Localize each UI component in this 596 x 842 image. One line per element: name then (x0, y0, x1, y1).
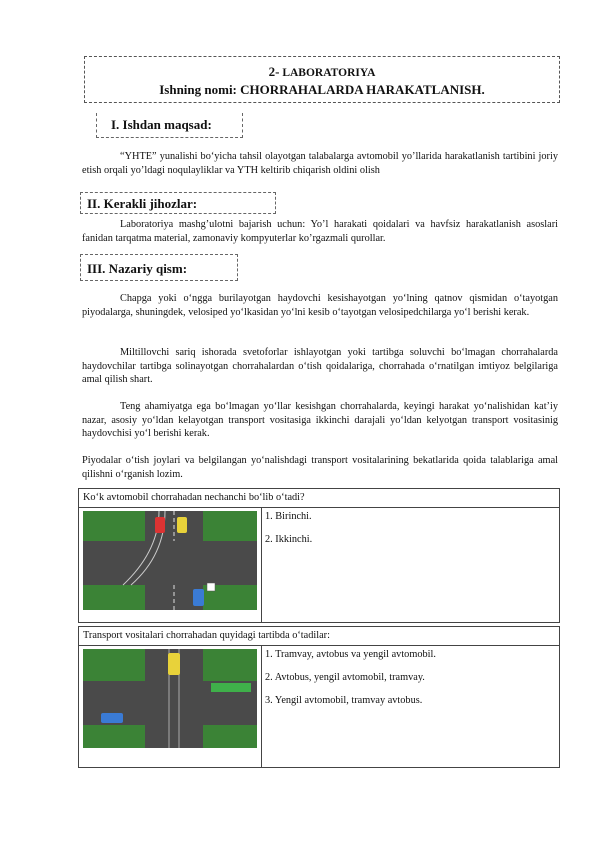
question-text: Transport vositalari chorrahadan quyidagi tartibda o‘tadilar: (79, 627, 560, 646)
blue-car-icon (193, 589, 204, 606)
blue-car-icon (101, 713, 123, 723)
answer-option[interactable]: 2. Ikkinchi. (265, 534, 313, 545)
question-table-1 (78, 488, 560, 623)
intersection-illustration-1 (83, 511, 257, 610)
theory-paragraph: Chapga yoki o‘ngga burilayotgan haydovchi kesishayotgan yo‘lning qatnov qismidan o‘tayotgan piyodalarga, shuningdek, velosiped yo‘lkasidan yo‘lni kesib o‘tayotgan velosipedchilarga yo‘l berishi kerak. (82, 293, 558, 318)
answer-option[interactable]: 1. Tramvay, avtobus va yengil avtomobil. (265, 649, 436, 660)
lab-title-box (84, 56, 560, 103)
answer-options (262, 646, 560, 768)
intersection-illustration-2 (83, 649, 257, 748)
section-heading-purpose: I. Ishdan maqsad: (96, 113, 243, 138)
road-sign-icon (207, 583, 215, 591)
equipment-text: Laboratoriya mashg’ulotni bajarish uchun: Yo’l harakati qoidalari va havfsiz harakatlanish asoslari fanidan tarqatma material, zamonaviy kompyuterlar ko’rgazmali qurollar. (82, 219, 558, 244)
section-heading-equipment: II. Kerakli jihozlar: (80, 192, 276, 214)
yellow-car-icon (177, 517, 187, 533)
red-car-icon (155, 517, 165, 533)
purpose-text: “YHTE” yunalishi bo‘yicha tahsil olayotgan talabalarga avtomobil yo’llarida harakatlanish tartibini joriy etish orqali yo’ldagi noqulayliklar va YTH keltirib chiqarish oldini olish (82, 151, 558, 176)
theory-paragraph: Miltillovchi sariq ishorada svetoforlar ishlayotgan yoki tartibga soluvchi bo‘lmagan chorrahalarda haydovchilar tartibga solinayotgan chorrahalardan o‘tish qoidalariga, chorrahada o‘rnatilgan imtiyoz belgilariga amal qilish shart. (82, 347, 558, 386)
question-image-cell (79, 646, 262, 768)
answer-options (262, 508, 560, 623)
answer-option[interactable]: 2. Avtobus, yengil avtomobil, tramvay. (265, 672, 425, 683)
green-sign-icon (211, 683, 251, 692)
lab-number (85, 64, 559, 80)
tram-icon (168, 653, 180, 675)
theory-paragraph: Teng ahamiyatga ega bo‘lmagan yo‘llar kesishgan chorrahalarda, keyingi harakat yo‘nalishidan kat’iy nazar, asosiy yo‘ldan kelayotgan transport vositasiga ikkinchi darajali yo‘ldan kelyotgan transport vositasinig haydovchisi yo‘l berishi kerak. (82, 401, 558, 440)
answer-option[interactable]: 3. Yengil avtomobil, tramvay avtobus. (265, 695, 423, 706)
section-heading-theory: III. Nazariy qism: (80, 254, 238, 281)
question-table-2 (78, 626, 560, 768)
lab-label: LABORATORIYA (282, 67, 376, 79)
answer-option[interactable]: 1. Birinchi. (265, 511, 312, 522)
theory-paragraph-last: Piyodalar o‘tish joylari va belgilangan yo‘nalishdagi transport vositalarining bekatlarida qoida talablariga amal qilishni o‘rganish lozim. (82, 455, 558, 480)
question-image-cell (79, 508, 262, 623)
lab-number-digit: 2- (268, 64, 280, 79)
lab-name: Ishning nomi: CHORRAHALARDA HARAKATLANISH. (159, 82, 485, 97)
question-text: Ko‘k avtomobil chorrahadan nechanchi bo‘lib o‘tadi? (79, 489, 560, 508)
